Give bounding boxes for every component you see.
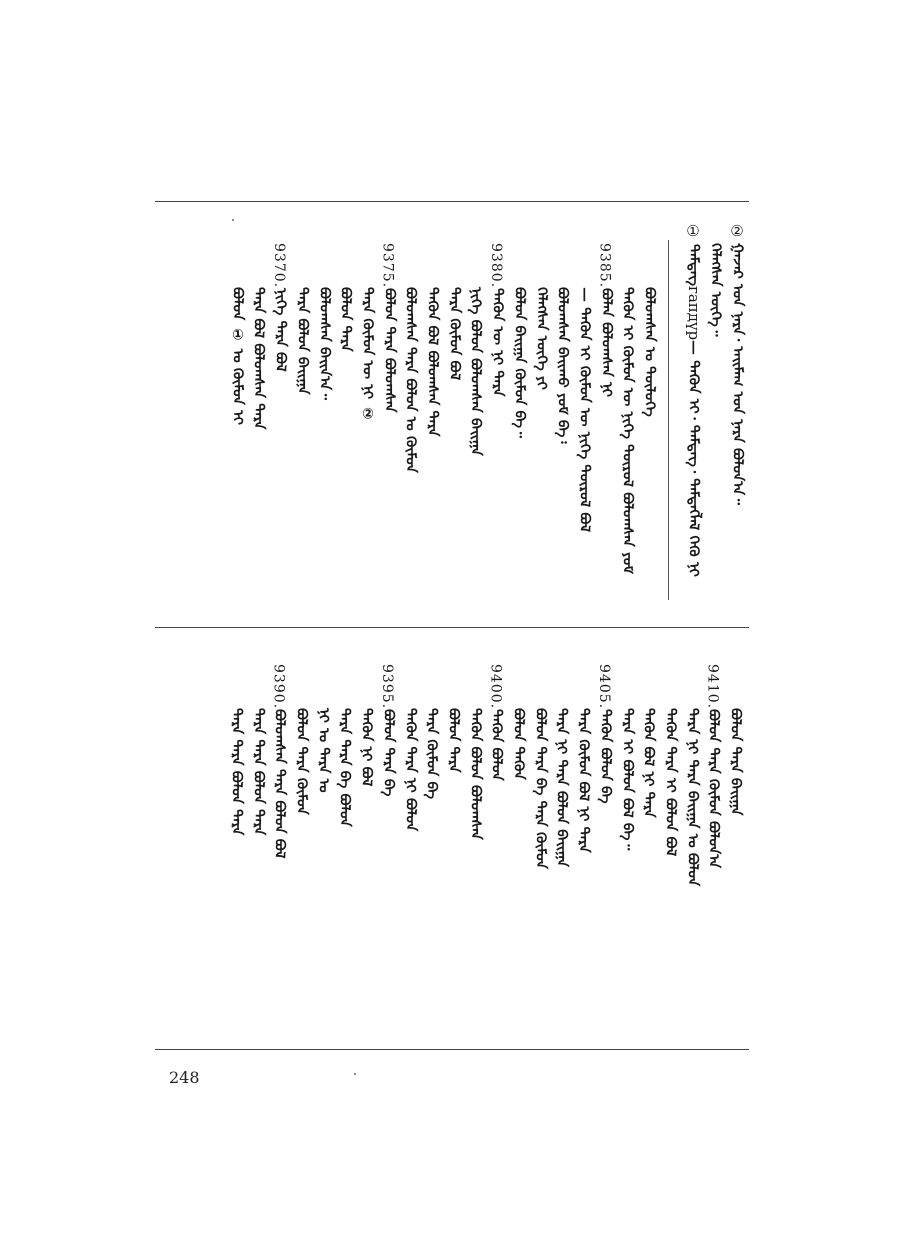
verse-text: ᠪᠣᠯᠤᠭᠰᠠᠨ ᠲᠡᠷᠡ ᠪᠣᠯᠤᠨ ᠪᠣᠯ <box>272 709 289 859</box>
verse-line <box>661 708 681 856</box>
verse-line <box>271 243 291 372</box>
verse-text: ᠲᠡᠷᠡ ᠪᠣᠯᠤᠨ ᠪᠠᠢᠭᠠ <box>294 287 311 395</box>
page-number: 248 <box>169 1068 200 1087</box>
verse-text: ᠪᠣᠯᠤᠭᠰᠠᠨ ᠪᠠᠢᠨ᠎ᠠ᠃ <box>316 287 333 400</box>
verse-line <box>444 708 464 773</box>
verse-line <box>618 708 638 850</box>
verse-text: ᠪᠣᠯᠤᠨ ᠪᠠᠢᠭᠠ ᠬᠦᠮᠦᠨ ᠪᠡ᠃ <box>511 287 528 438</box>
line-number: 9375. <box>379 243 396 289</box>
verse-text: ᠪᠣᠯᠤᠨ ᠲᠡᠭᠦᠨ <box>510 708 528 780</box>
verse-text: ᠲᠡᠭᠦᠨ ᠪᠣᠯᠤᠨ ᠪᠡ <box>597 709 614 804</box>
verse-text: ᠲᠡᠭᠦᠨ ᠦ ᠨᠢ ᠲᠡᠷᠡ <box>489 288 507 397</box>
footnote-text: ᠲᠡᠮᠳᠡᠭ <box>685 244 703 287</box>
verse-text: ᠪᠣᠯᠤᠭᠰᠠᠨ ᠤ ᠲᠥᠯᠥᠭᠡ <box>641 287 659 417</box>
verse-line <box>552 708 572 867</box>
verse-text: ᠲᠡᠭᠦᠨ ᠲᠡᠷᠡ ᠨᠢ ᠪᠣᠯᠤᠨ <box>402 708 419 832</box>
line-number: 9405. <box>595 664 612 710</box>
verse-line <box>401 287 421 473</box>
verse-line <box>574 708 594 853</box>
verse-text: ᠲᠡᠭᠦᠨ ᠢ ᠬᠦᠮᠦᠨ ᠦ ᠨᠢᠭᠡ ᠲᠥᠷᠥᠯ ᠪᠣᠯᠤᠭᠰᠠᠨ ᠶᠤᠮ <box>620 287 637 574</box>
verse-text: ᠪᠣᠯᠤᠭᠰᠠᠨ ᠲᠡᠷᠡ ᠪᠣᠯᠤᠨ ᠤ ᠬᠦᠮᠦᠨ <box>403 287 420 473</box>
verse-text: ᠲᠡᠷᠡ ᠬᠦᠮᠦᠨ ᠪᠣᠯ ᠨᠢ ᠲᠡᠷᠡ <box>575 708 593 853</box>
middle-rule <box>155 627 749 628</box>
verse-text: ᠪᠣᠯᠤᠨ ᠲᠡᠷᠡ ᠬᠦᠮᠦᠨ ᠪᠣᠯᠤᠨ᠎ᠠ <box>706 709 723 869</box>
footnote-latin-gloss: гапдүр <box>685 286 703 341</box>
line-number: 9390. <box>270 664 287 710</box>
verse-line <box>509 708 529 780</box>
verse-line <box>249 287 269 429</box>
verse-line <box>553 287 573 444</box>
verse-line <box>228 287 248 425</box>
verse-text: ᠪᠣᠯᠤᠨ ᠲᠡᠷᠡ ᠬᠦᠮᠦᠨ <box>293 708 311 815</box>
verse-line <box>683 708 703 886</box>
verse-text: ᠬᠡᠯᠡᠭᠰᠡᠨ ᠦᠭᠡ ᠶᠢ <box>533 287 550 390</box>
verse-line <box>380 243 400 413</box>
verse-line <box>639 708 659 818</box>
verse-text: ᠲᠡᠭᠦᠨ ᠪᠣᠯᠤᠨ <box>489 709 506 781</box>
scan-speck <box>232 219 234 221</box>
verse-text: ᠲᠡᠷᠡ ᠬᠦᠮᠦᠨ ᠦ ᠨᠢ ② <box>359 287 376 423</box>
verse-text: ᠪᠣᠯᠤᠨ ᠲᠡᠷᠡ ᠪᠡ <box>380 709 397 797</box>
line-number: 9400. <box>487 664 504 710</box>
verse-line <box>379 664 399 796</box>
verse-text: ᠨᠢᠭᠡ ᠪᠣᠯᠤᠨ ᠪᠣᠯᠤᠭᠰᠠᠨ ᠪᠠᠢᠭᠠ <box>468 287 485 456</box>
verse-text: ᠪᠣᠯᠤᠨ ᠲᠡᠷᠡ <box>445 708 462 773</box>
footnote-continuation <box>706 243 726 337</box>
verse-line <box>596 664 616 804</box>
verse-line <box>531 708 551 869</box>
verse-line <box>597 243 617 397</box>
verse-text: ᠲᠡᠷᠡ ᠨᠢ ᠲᠡᠷᠡ ᠪᠣᠯᠤᠨ ᠪᠠᠢᠭᠠ <box>554 708 571 867</box>
verse-text: ᠲᠡᠷᠡ ᠬᠦᠮᠦᠨ ᠪᠡ <box>424 708 441 800</box>
verse-line <box>726 708 746 816</box>
verse-line <box>270 664 290 859</box>
verse-line <box>466 287 486 456</box>
verse-text: ᠲᠡᠷᠡ ᠲᠡᠷᠡ ᠪᠣᠯᠤᠨ ᠲᠡᠷᠡ <box>250 708 267 836</box>
verse-line <box>292 708 312 815</box>
verse-line <box>466 708 486 840</box>
line-number: 9380. <box>488 243 505 289</box>
footnote-2 <box>728 243 748 505</box>
verse-line <box>358 287 378 422</box>
verse-line <box>488 243 508 397</box>
verse-line <box>487 664 507 781</box>
verse-line <box>401 708 421 831</box>
verse-line <box>532 287 552 390</box>
verse-text: ᠪᠣᠯᠤᠨ ① ᠤ ᠬᠦᠮᠦᠨ ᠢ <box>229 287 246 425</box>
footnote-1 <box>684 222 704 577</box>
verse-line <box>618 287 638 574</box>
verse-text: ᠲᠡᠭᠦᠨ ᠪᠣᠯ ᠪᠣᠯᠤᠭᠰᠠᠨ ᠲᠡᠷᠡ <box>424 287 442 437</box>
verse-text: ᠲᠡᠭᠦᠨ ᠪᠣᠯ ᠨᠢ ᠲᠡᠷᠡ <box>641 708 658 818</box>
verse-line <box>314 708 334 793</box>
footnote-marker: ① <box>684 222 702 240</box>
verse-line <box>423 287 443 437</box>
verse-text: ᠪᠣᠯᠤᠨ ᠲᠡᠷᠡ ᠪᠠᠢᠭᠠ <box>727 708 745 816</box>
verse-line <box>315 287 335 400</box>
bottom-rule <box>155 1049 749 1050</box>
verse-text: ᠲᠡᠷᠡ ᠬᠦᠮᠦᠨ ᠪᠣᠯ <box>446 287 463 381</box>
footnote-text: ᠭᠠᠵᠠᠷ ᠤᠨ ᠨᠡᠷᠡ᠂ ᠠᠢᠮᠠᠭ ᠤᠨ ᠨᠡᠷᠡ ᠪᠣᠯᠤᠨ᠎ᠠ᠃ <box>729 243 747 506</box>
verse-text: ᠪᠣᠯᠤᠨ ᠲᠡᠷᠡ ᠪᠣᠯᠤᠭᠰᠠᠨ <box>381 288 398 413</box>
verse-line <box>510 287 530 438</box>
verse-line <box>335 708 355 827</box>
verse-text: ᠲᠡᠷᠡ ᠪᠣᠯ ᠪᠣᠯᠤᠭᠰᠠᠨ ᠲᠡᠷᠡ <box>251 287 268 430</box>
verse-line <box>249 708 269 835</box>
verse-line <box>575 287 595 532</box>
line-number: 9410. <box>704 664 721 710</box>
verse-line <box>357 708 377 786</box>
verse-line <box>445 287 465 380</box>
footnote-text: ᠬᠡᠯᠡᠭᠰᠡᠨ ᠦᠭᠡ᠃ <box>707 243 725 337</box>
verse-line <box>336 287 356 352</box>
verse-text: ᠲᠡᠷᠡ ᠲᠡᠷᠡ ᠪᠡ ᠪᠣᠯᠤᠨ <box>337 708 354 827</box>
verse-text: — ᠲᠡᠭᠦᠨ ᠢ ᠬᠦᠮᠦᠨ ᠦ ᠨᠢᠭᠡ ᠲᠥᠷᠥᠯ ᠪᠣᠯ <box>576 287 593 533</box>
line-number: 9395. <box>378 664 395 710</box>
footnote-2-marker-box <box>728 222 748 244</box>
footnote-text: — ᠲᠡᠭᠦᠨ ᠢ᠂ ᠲᠡᠮᠳᠡᠭ᠂ ᠲᠡᠮᠳᠡᠭᠯᠡᠯ ᠭᠡᠬᠦ ᠨᠢ <box>685 340 703 578</box>
verse-text: ᠪᠣᠯᠤᠨ ᠲᠡᠷᠡ ᠪᠡ ᠲᠡᠷᠡ ᠬᠦᠮᠦᠨ <box>532 708 549 869</box>
verse-text: ᠪᠣᠯᠤᠭᠰᠠᠨ ᠪᠠᠢᠬᠤ ᠶᠤᠮ ᠪᠡ᠄ <box>555 287 572 444</box>
verse-line <box>704 664 724 868</box>
verse-text: ᠲᠡᠷᠡ ᠲᠡᠷᠡ ᠪᠣᠯᠤᠨ ᠲᠡᠷᠡ <box>228 708 245 836</box>
verse-line <box>293 287 313 395</box>
verse-text: ᠪᠣᠯᠠᠨ ᠪᠣᠯᠤᠭᠰᠠᠨ ᠨᠢ <box>598 288 615 398</box>
footnote-marker: ② <box>728 222 746 240</box>
verse-text: ᠲᠡᠭᠦᠨ ᠲᠡᠷᠡ ᠢ ᠪᠣᠯᠤᠨ ᠪᠣᠯ <box>662 708 679 857</box>
verse-text: ᠪᠣᠯᠤᠨ ᠲᠡᠷᠡ <box>338 287 355 352</box>
verse-line <box>422 708 442 799</box>
verse-text: ᠲᠡᠭᠦᠨ ᠪᠣᠯᠤᠨ ᠪᠣᠯᠤᠭᠰᠠᠨ <box>467 708 484 840</box>
verse-text: ᠲᠡᠭᠦᠨ ᠨᠢ ᠪᠣᠯ <box>358 708 376 787</box>
verse-text: ᠨᠢᠭᠡ ᠲᠡᠷᠡ ᠪᠣᠯ <box>272 288 290 372</box>
verse-line <box>640 287 660 417</box>
verse-text: ᠲᠡᠷᠡ ᠢ ᠪᠣᠯᠤᠨ ᠪᠣᠯ ᠪᠡ᠃ <box>619 708 636 851</box>
verse-line <box>227 708 247 835</box>
scan-speck <box>354 1073 356 1075</box>
top-rule <box>155 201 749 202</box>
line-number: 9370. <box>271 243 288 289</box>
footnote-separator <box>668 240 669 600</box>
verse-text: ᠲᠡᠷᠡ ᠨᠢ ᠲᠡᠷᠡ ᠪᠠᠢᠭᠠ ᠤ ᠪᠣᠯᠤᠨ <box>684 708 701 887</box>
line-number: 9385. <box>596 243 613 289</box>
verse-text: ᠨᠢ ᠤ ᠲᠡᠷᠡ ᠤ <box>315 708 332 793</box>
